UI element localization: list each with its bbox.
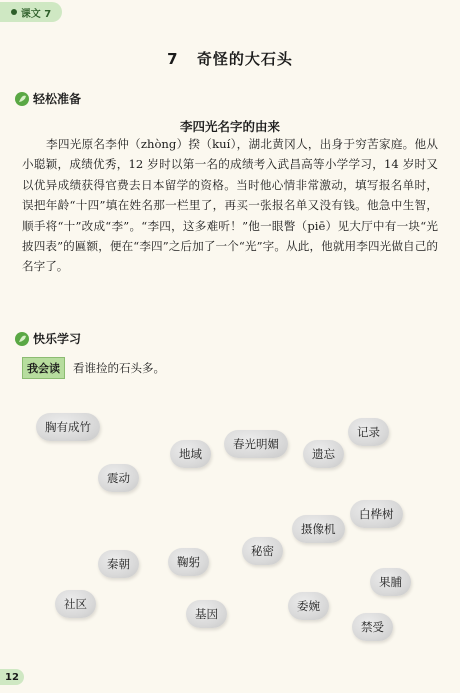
leaf-icon: [14, 91, 30, 107]
tag-dot-icon: [11, 9, 17, 15]
lesson-title-text: 奇怪的大石头: [196, 50, 293, 68]
article-paragraph: 李四光原名李仲（zhòng）揆（kuí），湖北黄冈人，出身于穷苦家庭。他从小聪颖，成绩优秀，12 岁时以第一名的成绩考入武昌高等小学学习，14 岁时又以优异成绩获得官费去日本留学的资格。当时他心情非常激动，填写报名单时，误把年龄“十四”填在姓名那一栏里了，再买一张报名单又没有钱。他急中生智，顺手将“十”改成“李”。“李四，这多难听！”他一眼瞥（piē）见大厅中有一块“光披四表”的匾额，便在“李四”之后加了一个“光”字。从此，他就用李四光做自己的名字了。: [22, 137, 438, 274]
lesson-number: 7: [167, 50, 179, 68]
article-body: [22, 134, 438, 277]
lesson-tag: [0, 2, 62, 22]
word-stone[interactable]: 果脯: [370, 568, 411, 596]
article-subtitle: 李四光名字的由来: [179, 119, 280, 134]
word-stone[interactable]: 秦朝: [98, 550, 139, 578]
word-stone[interactable]: 遗忘: [303, 440, 344, 468]
lesson-title: [0, 48, 460, 69]
word-stone[interactable]: 地域: [170, 440, 211, 468]
lesson-tag-label: 课文 7: [20, 8, 52, 20]
word-stone[interactable]: 记录: [348, 418, 389, 446]
leaf-icon: [14, 331, 30, 347]
word-stone[interactable]: 委婉: [288, 592, 329, 620]
word-stone[interactable]: 社区: [55, 590, 96, 618]
activity-instruction: 看谁捡的石头多。: [73, 361, 165, 375]
word-stone[interactable]: 基因: [186, 600, 227, 628]
activity-badge: 我会读: [22, 357, 65, 379]
page-number: 12: [0, 669, 24, 685]
word-stone[interactable]: 胸有成竹: [36, 413, 100, 441]
word-stone[interactable]: 白桦树: [350, 500, 403, 528]
word-stone[interactable]: 鞠躬: [168, 548, 209, 576]
word-stone[interactable]: 摄像机: [292, 515, 345, 543]
activity-row: [22, 357, 165, 379]
word-stone[interactable]: 春光明媚: [224, 430, 288, 458]
word-stone[interactable]: 秘密: [242, 537, 283, 565]
word-stone[interactable]: 震动: [98, 464, 139, 492]
section-learn-label: 快乐学习: [33, 332, 82, 346]
section-learn: [14, 330, 81, 347]
section-prep: [14, 90, 81, 107]
section-prep-label: 轻松准备: [33, 92, 82, 106]
word-stone[interactable]: 禁受: [352, 613, 393, 641]
